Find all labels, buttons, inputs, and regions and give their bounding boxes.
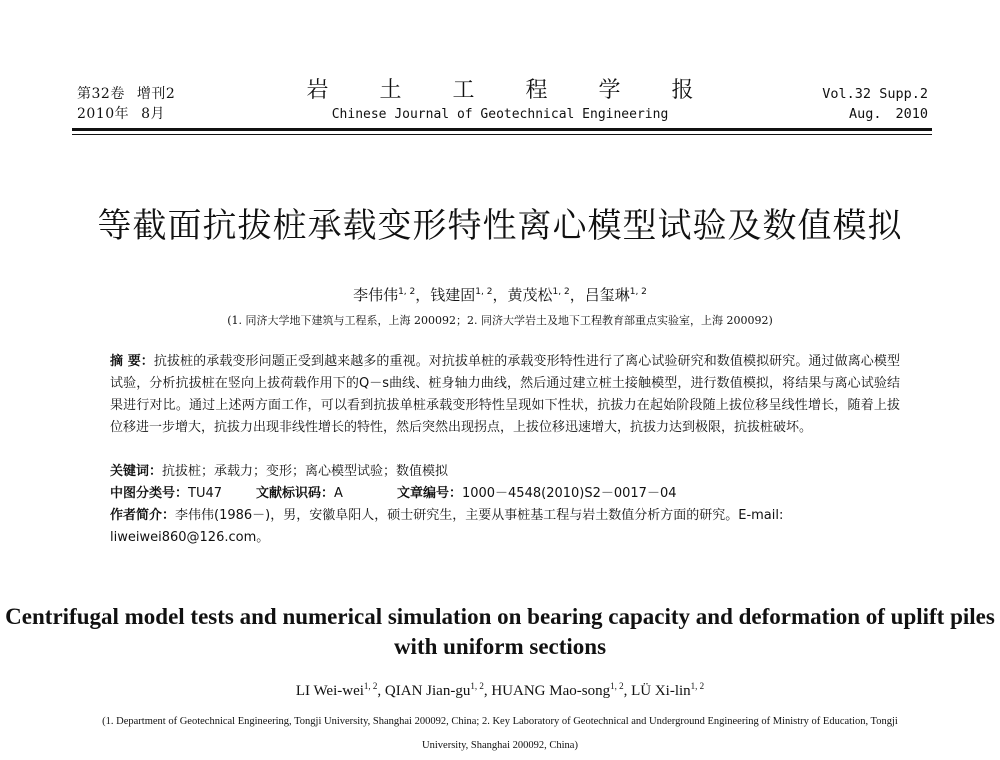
month-en: Aug. [848,106,882,122]
volume-cn: 第32卷 [77,86,125,102]
clc-label: 中图分类号： [110,486,189,501]
article-number-value: 1000－4548(2010)S2－0017－04 [461,486,677,501]
author-cn-name: 李伟伟 [353,286,399,304]
abstract [110,351,900,439]
affiliation-en: (1. Department of Geotechnical Engineering, Tongji University, Shanghai 200092, China; 2. Key Laboratory of Geotechnical and Underground Engineering of Ministry of Education, Tongji University, Shanghai 200092, China) [102,716,898,751]
year-en: 2010 [895,106,928,122]
author-en-affiliation-marker: 1, 2 [470,681,484,691]
author-en-affiliation-marker: 1, 2 [363,681,378,691]
journal-issue-en [822,84,928,124]
author-list-en [0,681,1000,701]
abstract-text: 抗拔桩的承载变形问题正受到越来越多的重视。对抗拔单桩的承载变形特性进行了离心试验研究和数值模拟研究。通过做离心模型试验，分析抗拔桩在竖向上拔荷载作用下的Q－s曲线、桩身轴力曲线，然后通过建立桩土接触模型，进行数值模拟，将结果与离心试验结果进行对比。通过上述两方面工作，可以看到抗拔单桩承载变形特性呈现如下性状，抗拔力在起始阶段随上拔位移呈线性增长，随着上拔位移进一步增大，抗拔力出现非线性增长的特性，然后突然出现拐点，上拔位移迅速增大，抗拔力达到极限，抗拔桩破坏。 [110,354,900,435]
header-rule-thick [72,128,932,131]
abstract-label: 摘 要： [110,354,154,369]
journal-name-cn: 岩 土 工 程 学 报 [306,78,716,103]
supplement-en: Supp.2 [879,86,928,102]
author-bio [110,505,900,549]
paper-title-en: Centrifugal model tests and numerical simulation on bearing capacity and deformation of uplift piles with uniform sections [5,604,995,659]
author-en-separator: , [623,683,632,699]
classification-line [110,483,900,505]
author-en-affiliation-marker: 1, 2 [690,681,705,691]
doc-code-label: 文献标识码： [256,486,335,501]
author-cn-affiliation-marker: 1, 2 [398,287,416,297]
author-cn-affiliation-marker: 1, 2 [475,287,493,297]
author-cn-name: 钱建固 [430,286,476,304]
article-number-label: 文章编号： [396,486,462,501]
author-cn-separator: ， [415,286,431,304]
keywords [110,461,900,483]
doc-code-value: A [334,486,343,501]
author-list-cn [0,285,1000,305]
year-cn: 2010年 [77,106,130,122]
author-en-separator: , [377,683,385,699]
affiliation-cn: (1. 同济大学地下建筑与工程系，上海 200092；2. 同济大学岩土及地下工程教育部重点实验室，上海 200092) [227,314,773,327]
author-cn-separator: ， [492,286,508,304]
author-en-name: HUANG Mao-song [491,683,611,699]
clc-value: TU47 [188,486,223,501]
author-bio-label: 作者简介： [110,508,176,523]
keywords-text: 抗拔桩；承载力；变形；离心模型试验；数值模拟 [162,464,449,479]
author-en-name: LI Wei-wei [295,683,364,699]
supplement-cn: 增刊2 [136,86,176,102]
header-rule-thin [72,134,932,135]
paper-title-cn: 等截面抗拔桩承载变形特性离心模型试验及数值模拟 [97,206,903,246]
volume-en: Vol.32 [822,86,872,102]
author-cn-separator: ， [569,286,585,304]
author-cn-affiliation-marker: 1, 2 [629,287,647,297]
author-cn-affiliation-marker: 1, 2 [552,287,570,297]
author-en-separator: , [483,683,492,699]
author-cn-name: 黄茂松 [507,286,553,304]
author-cn-name: 吕玺琳 [584,286,630,304]
author-en-name: QIAN Jian-gu [384,683,471,699]
author-en-affiliation-marker: 1, 2 [610,681,624,691]
author-bio-text: 李伟伟(1986－)，男，安徽阜阳人，硕士研究生，主要从事桩基工程与岩土数值分析方面的研究。E-mail: liweiwei860@126.com。 [110,508,784,545]
author-en-name: LÜ Xi-lin [631,683,691,699]
month-cn: 8月 [141,106,166,122]
keywords-label: 关键词： [110,464,163,479]
journal-name-en: Chinese Journal of Geotechnical Engineering [331,107,669,122]
